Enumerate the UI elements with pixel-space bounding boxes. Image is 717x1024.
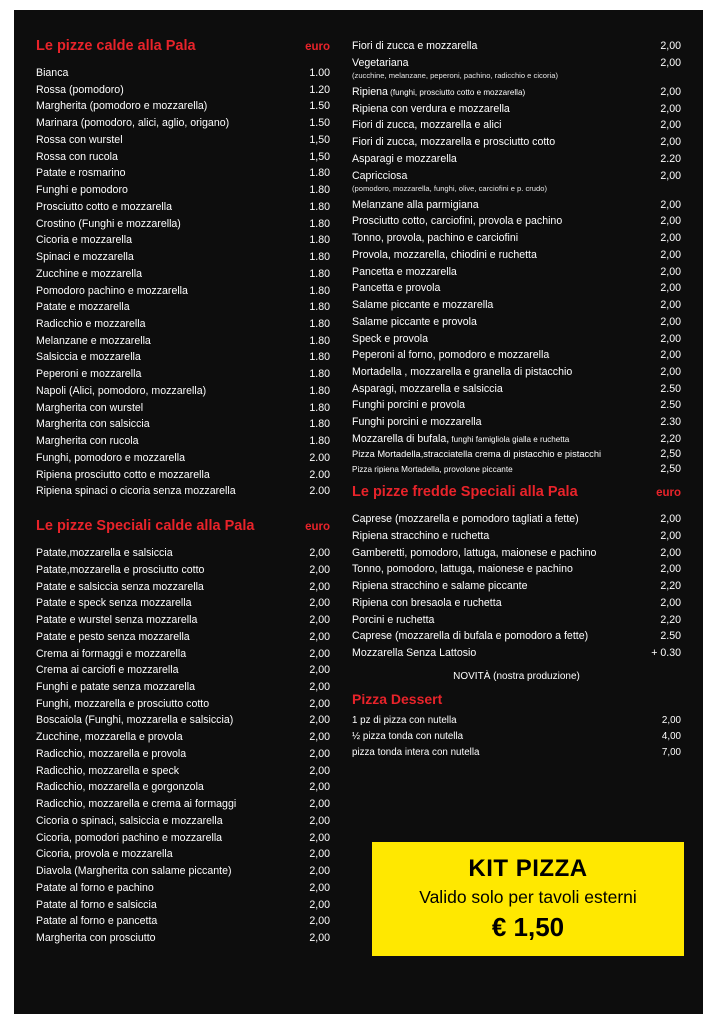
menu-item-price: 2,00 <box>309 580 330 593</box>
menu-item-row <box>352 55 681 72</box>
menu-item-name: Pizza Mortadella,stracciatella crema di pistacchio e pistacchi <box>352 448 602 459</box>
menu-item-name: Spinaci e mozzarella <box>36 251 134 264</box>
menu-item-name: Porcini e ruchetta <box>352 613 435 626</box>
menu-item-row <box>36 763 330 780</box>
menu-item-row <box>36 646 330 663</box>
section-euro-label: euro <box>305 41 330 53</box>
menu-item-row <box>36 913 330 930</box>
menu-item-price: 2,00 <box>309 563 330 576</box>
menu-item-row <box>352 264 681 281</box>
menu-item-row <box>352 578 681 595</box>
menu-item-row <box>36 149 330 166</box>
menu-item-price: 2,00 <box>309 680 330 693</box>
section-title: Le pizze fredde Speciali alla Pala <box>352 484 578 501</box>
menu-item-name: Caprese (mozzarella di bufala e pomodoro a fette) <box>352 630 589 643</box>
menu-item-name: Ripiena stracchino e ruchetta <box>352 529 490 542</box>
menu-item-price: 2,00 <box>660 546 681 559</box>
menu-item-row <box>352 713 681 729</box>
menu-item-row <box>352 347 681 364</box>
menu-item-row <box>36 115 330 132</box>
section-euro-label: euro <box>305 521 330 534</box>
menu-item-price: 2,00 <box>309 597 330 610</box>
menu-item-price: 1,50 <box>309 133 330 146</box>
menu-item-name: Funghi porcini e mozzarella <box>352 416 482 429</box>
menu-item-name: Vegetariana <box>352 56 409 69</box>
menu-item-price: 1.80 <box>309 217 330 230</box>
kit-pizza-title: KIT PIZZA <box>468 855 588 882</box>
menu-item-row <box>36 796 330 813</box>
menu-item-name: Bianca <box>36 67 69 79</box>
menu-item-name: Fiori di zucca e mozzarella <box>352 40 478 52</box>
menu-item-name: Patate e speck senza mozzarella <box>36 597 192 610</box>
menu-item-row <box>352 84 681 101</box>
menu-item-row <box>36 283 330 300</box>
menu-item-name: Zucchine, mozzarella e provola <box>36 731 183 744</box>
menu-item-row <box>36 98 330 115</box>
menu-item-price: 2,00 <box>661 714 681 726</box>
menu-item-row <box>36 729 330 746</box>
menu-item-price: 1.80 <box>309 351 330 364</box>
menu-item-row <box>36 712 330 729</box>
menu-item-name: Patate al forno e pachino <box>36 881 154 894</box>
menu-item-name: Pizza ripiena Mortadella, provolone piccante <box>352 465 513 475</box>
menu-item-row <box>36 433 330 450</box>
menu-item-price: 2,00 <box>660 315 681 328</box>
menu-item-row <box>352 331 681 348</box>
menu-item-name: Prosciutto cotto, carciofini, provola e pachino <box>352 215 563 228</box>
menu-item-name: Caprese (mozzarella e pomodoro tagliati a fette) <box>352 513 579 526</box>
menu-item-price: 2,00 <box>309 798 330 811</box>
menu-item-price: 4,00 <box>661 730 681 742</box>
menu-item-price: 2,00 <box>309 547 330 560</box>
menu-item-name: Rossa (pomodoro) <box>36 83 124 96</box>
menu-item-name: Cicoria e mozzarella <box>36 234 132 247</box>
menu-item-row <box>352 364 681 381</box>
menu-item-row <box>352 612 681 629</box>
menu-item-row <box>36 316 330 333</box>
menu-item-row <box>36 132 330 149</box>
section-header-pizze-speciali-calde <box>36 518 330 534</box>
menu-item-price: 2,20 <box>660 613 681 626</box>
menu-item-price: 2,00 <box>660 265 681 278</box>
menu-item-row <box>36 679 330 696</box>
novita-note: NOVITÀ (nostra produzione) <box>453 670 580 682</box>
menu-item-row <box>352 595 681 612</box>
menu-item-name: Radicchio e mozzarella <box>36 318 146 331</box>
menu-item-row <box>352 197 681 214</box>
menu-item-name: Melanzane alla parmigiana <box>352 198 479 211</box>
menu-item-name: Tonno, provola, pachino e carciofini <box>352 232 519 245</box>
menu-item-price: 1.20 <box>309 83 330 96</box>
menu-item-row <box>36 349 330 366</box>
menu-item-name: Rossa con rucola <box>36 150 118 163</box>
list-pizze-calde <box>36 65 330 500</box>
menu-item-price: + 0.30 <box>651 647 681 660</box>
menu-item-name: Patate e rosmarino <box>36 167 126 180</box>
menu-item-price: 2,00 <box>309 697 330 710</box>
menu-item-name: Marinara (pomodoro, alici, aglio, origano) <box>36 117 230 130</box>
menu-item-name: Pomodoro pachino e mozzarella <box>36 284 188 297</box>
menu-item-row <box>36 863 330 880</box>
section-euro-label: euro <box>656 487 681 500</box>
list-pizze-fredde <box>352 511 681 662</box>
menu-item-price: 7,00 <box>661 746 681 758</box>
menu-item-row <box>352 280 681 297</box>
menu-item-name: Ripiena con verdura e mozzarella <box>352 102 510 115</box>
menu-item-row <box>352 528 681 545</box>
section-header-pizze-calde <box>36 38 330 54</box>
menu-item-row <box>36 746 330 763</box>
menu-item-price: 2,00 <box>660 198 681 211</box>
menu-item-price: 2,00 <box>660 85 681 98</box>
menu-item-name: Ripiena spinaci o cicoria senza mozzarella <box>36 485 236 498</box>
menu-item-name: Margherita con salsiccia <box>36 418 150 431</box>
menu-item-row <box>36 579 330 596</box>
section-header-pizza-dessert: Pizza Dessert <box>352 690 443 707</box>
menu-item-price: 2.00 <box>309 468 330 481</box>
menu-item-row <box>352 461 681 478</box>
menu-item-name: Patate,mozzarella e salsiccia <box>36 547 173 560</box>
menu-item-price: 2,00 <box>309 714 330 727</box>
menu-item-price: 2,00 <box>660 332 681 345</box>
menu-item-row <box>36 467 330 484</box>
menu-item-price: 1.50 <box>309 117 330 130</box>
menu-item-row <box>36 383 330 400</box>
menu-item-price: 2,00 <box>309 614 330 627</box>
menu-item-name: ½ pizza tonda con nutella <box>352 730 464 742</box>
menu-item-row <box>352 314 681 331</box>
menu-item-row <box>352 645 681 662</box>
menu-item-price: 2,00 <box>660 136 681 149</box>
menu-item-name: Fiori di zucca, mozzarella e prosciutto cotto <box>352 136 556 149</box>
menu-item-price: 1.80 <box>309 200 330 213</box>
menu-item-price: 2,00 <box>309 931 330 944</box>
menu-item-price: 2,00 <box>660 282 681 295</box>
menu-item-row <box>36 662 330 679</box>
menu-item-price: 2,00 <box>660 596 681 609</box>
menu-item-row <box>36 450 330 467</box>
menu-item-name: Funghi, pomodoro e mozzarella <box>36 451 185 464</box>
menu-item-name: Margherita con rucola <box>36 435 139 448</box>
menu-item-price: 1.80 <box>309 435 330 448</box>
section-header-pizze-fredde <box>352 484 681 500</box>
menu-item-price: 2,00 <box>309 831 330 844</box>
menu-item-row <box>352 381 681 398</box>
menu-item-row <box>36 249 330 266</box>
menu-item-name: Funghi, mozzarella e prosciutto cotto <box>36 697 210 710</box>
menu-item-row <box>36 483 330 500</box>
menu-item-price: 2,00 <box>309 764 330 777</box>
menu-item-row <box>36 562 330 579</box>
menu-item-price: 2,00 <box>309 898 330 911</box>
menu-item-row <box>352 431 681 448</box>
menu-item-name: Cicoria, provola e mozzarella <box>36 848 173 861</box>
section-title: Le pizze Speciali calde alla Pala <box>36 518 255 535</box>
menu-item-name: Crema ai carciofi e mozzarella <box>36 664 179 677</box>
menu-item-price: 1.80 <box>309 318 330 331</box>
menu-item-ingredients: funghi famigliola gialla e ruchetta <box>449 434 570 444</box>
menu-item-row <box>36 416 330 433</box>
menu-item-price: 2.50 <box>660 630 681 643</box>
menu-item-row <box>352 213 681 230</box>
menu-item-row <box>36 216 330 233</box>
menu-item-name: Mozzarella Senza Lattosio <box>352 647 477 660</box>
menu-item-name: Tonno, pomodoro, lattuga, maionese e pachino <box>352 563 573 576</box>
menu-item-row <box>36 545 330 562</box>
menu-item-price: 2,00 <box>309 781 330 794</box>
menu-item-row <box>36 266 330 283</box>
menu-item-price: 2,00 <box>660 56 681 69</box>
menu-item-price: 2.30 <box>660 416 681 429</box>
menu-item-name: Pancetta e mozzarella <box>352 265 457 278</box>
menu-item-name: Melanzane e mozzarella <box>36 334 151 347</box>
menu-item-ingredients: (funghi, prosciutto cotto e mozzarella) <box>387 87 526 97</box>
menu-item-name: Peperoni al forno, pomodoro e mozzarella <box>352 349 550 362</box>
menu-item-name: Radicchio, mozzarella e provola <box>36 747 187 760</box>
kit-pizza-box <box>372 842 684 956</box>
menu-item-row <box>352 511 681 528</box>
menu-item-name: Capricciosa <box>352 169 408 182</box>
menu-item-row <box>36 629 330 646</box>
menu-item-price: 1.50 <box>309 100 330 113</box>
menu-item-price: 1.00 <box>309 67 330 79</box>
menu-item-row <box>36 165 330 182</box>
menu-item-price: 2,00 <box>660 366 681 378</box>
menu-item-name: Funghi porcini e provola <box>352 399 466 412</box>
menu-item-name: Crostino (Funghi e mozzarella) <box>36 217 181 230</box>
menu-item-row <box>36 299 330 316</box>
menu-item-row <box>36 930 330 947</box>
menu-item-name: Cicoria o spinaci, salsiccia e mozzarella <box>36 814 223 827</box>
menu-item-row <box>352 397 681 414</box>
menu-item-name: Radicchio, mozzarella e speck <box>36 764 180 777</box>
menu-item-price: 2.00 <box>309 451 330 464</box>
menu-item-row <box>352 745 681 761</box>
menu-item-name: Patate al forno e salsiccia <box>36 898 157 911</box>
menu-item-price: 2,00 <box>660 40 681 52</box>
menu-item-name: Boscaiola (Funghi, mozzarella e salsiccia) <box>36 714 234 727</box>
menu-item-name: Radicchio, mozzarella e gorgonzola <box>36 781 204 794</box>
menu-item-name: Ripiena con bresaola e ruchetta <box>352 596 502 609</box>
menu-item-row <box>36 82 330 99</box>
menu-item-name: Cicoria, pomodori pachino e mozzarella <box>36 831 223 844</box>
menu-item-name: Patate,mozzarella e prosciutto cotto <box>36 563 205 576</box>
menu-item-price: 2,00 <box>309 881 330 894</box>
menu-item-price: 1.80 <box>309 384 330 397</box>
menu-item-price: 2,00 <box>309 647 330 660</box>
menu-item-price: 2.50 <box>660 399 681 412</box>
menu-item-price: 2,00 <box>660 349 681 362</box>
menu-item-price: 2.00 <box>309 485 330 498</box>
menu-item-name: Salame piccante e provola <box>352 315 477 328</box>
menu-item-price: 2,00 <box>660 169 681 182</box>
menu-item-price: 2,00 <box>660 248 681 261</box>
menu-item-row <box>36 779 330 796</box>
menu-item-name: Salsiccia e mozzarella <box>36 351 141 364</box>
menu-item-row <box>352 230 681 247</box>
menu-item-name: Crema ai formaggi e mozzarella <box>36 647 187 660</box>
menu-item-price: 2,00 <box>660 529 681 542</box>
menu-item-price: 2,00 <box>660 513 681 526</box>
menu-item-price: 2,00 <box>309 848 330 861</box>
menu-item-name: Asparagi e mozzarella <box>352 152 457 165</box>
menu-item-name: Mozzarella di bufala, funghi famigliola gialla e ruchetta <box>352 432 570 445</box>
menu-item-row <box>36 696 330 713</box>
menu-item-price: 2,00 <box>309 747 330 760</box>
menu-item-ingredients: (pomodoro, mozzarella, funghi, olive, carciofini e p. crudo) <box>352 184 547 194</box>
menu-board <box>14 10 703 1014</box>
menu-item-price: 1.80 <box>309 251 330 264</box>
menu-item-row <box>352 168 681 185</box>
menu-item-row <box>36 846 330 863</box>
menu-item-price: 1,50 <box>309 150 330 163</box>
menu-item-price: 1.80 <box>309 301 330 314</box>
menu-item-row <box>352 729 681 745</box>
menu-item-price: 1.80 <box>309 334 330 347</box>
list-pizze-calde-continued <box>352 38 681 478</box>
menu-item-name: Salame piccante e mozzarella <box>352 299 494 312</box>
menu-item-price: 2,00 <box>660 102 681 115</box>
menu-item-row <box>36 232 330 249</box>
menu-item-row <box>352 101 681 118</box>
menu-item-price: 2.50 <box>660 382 681 395</box>
menu-item-price: 2,50 <box>660 447 681 460</box>
menu-item-price: 2,00 <box>660 299 681 312</box>
menu-item-price: 2,00 <box>309 731 330 744</box>
menu-item-name: Patate e salsiccia senza mozzarella <box>36 580 204 593</box>
menu-item-name: pizza tonda intera con nutella <box>352 746 480 758</box>
menu-item-row <box>36 182 330 199</box>
menu-item-ingredients: (zucchine, melanzane, peperoni, pachino, radicchio e cicoria) <box>352 71 558 81</box>
menu-item-row <box>36 595 330 612</box>
menu-item-row <box>36 880 330 897</box>
menu-item-row <box>352 545 681 562</box>
menu-column-left <box>36 38 338 1004</box>
menu-item-price: 1.80 <box>309 267 330 280</box>
menu-item-name: Margherita con prosciutto <box>36 931 156 944</box>
menu-item-name: Diavola (Margherita con salame piccante) <box>36 865 232 878</box>
menu-item-name: Margherita con wurstel <box>36 401 144 414</box>
menu-item-row <box>36 65 330 82</box>
kit-pizza-price: € 1,50 <box>491 912 565 942</box>
menu-item-price: 2,00 <box>309 664 330 677</box>
spacer <box>36 500 330 518</box>
menu-item-row <box>36 366 330 383</box>
menu-item-price: 2,20 <box>660 432 681 445</box>
menu-item-row <box>352 134 681 151</box>
menu-item-row <box>352 414 681 431</box>
menu-item-row <box>36 199 330 216</box>
menu-item-price: 1.80 <box>309 184 330 197</box>
menu-item-row <box>352 297 681 314</box>
section-title: Le pizze calde alla Pala <box>36 38 196 54</box>
menu-item-price: 2,00 <box>309 630 330 643</box>
menu-item-price: 2,00 <box>660 232 681 245</box>
menu-item-row <box>36 897 330 914</box>
menu-item-row <box>36 813 330 830</box>
menu-item-price: 2,20 <box>660 580 681 593</box>
menu-item-row <box>352 561 681 578</box>
menu-item-name: Ripiena prosciutto cotto e mozzarella <box>36 468 210 481</box>
menu-item-price: 2,00 <box>660 563 681 576</box>
menu-item-price: 2,00 <box>309 865 330 878</box>
menu-item-price: 2,00 <box>309 814 330 827</box>
menu-item-price: 1.80 <box>309 368 330 381</box>
menu-item-name: Patate e pesto senza mozzarella <box>36 630 190 643</box>
menu-item-price: 1.80 <box>309 418 330 431</box>
menu-item-name: 1 pz di pizza con nutella <box>352 714 457 726</box>
menu-item-row <box>352 628 681 645</box>
menu-item-name: Funghi e patate senza mozzarella <box>36 680 195 693</box>
menu-item-name: Napoli (Alici, pomodoro, mozzarella) <box>36 384 207 397</box>
menu-item-row <box>352 38 681 55</box>
menu-item-price: 1.80 <box>309 401 330 414</box>
menu-item-name: Gamberetti, pomodoro, lattuga, maionese e pachino <box>352 546 597 559</box>
menu-item-price: 1.80 <box>309 284 330 297</box>
menu-item-price: 1.80 <box>309 167 330 180</box>
menu-item-price: 2,00 <box>660 119 681 132</box>
menu-item-name: Asparagi, mozzarella e salsiccia <box>352 382 503 395</box>
menu-item-name: Rossa con wurstel <box>36 133 123 146</box>
kit-pizza-subtitle: Valido solo per tavoli esterni <box>419 887 637 907</box>
menu-item-name: Zucchine e mozzarella <box>36 267 142 280</box>
menu-item-price: 2,50 <box>660 463 681 476</box>
menu-item-name: Funghi e pomodoro <box>36 184 128 197</box>
menu-item-price: 2,00 <box>660 215 681 228</box>
menu-item-name: Prosciutto cotto e mozzarella <box>36 200 173 213</box>
menu-item-name: Ripiena stracchino e salame piccante <box>352 580 528 593</box>
menu-item-name: Fiori di zucca, mozzarella e alici <box>352 119 502 132</box>
menu-item-name: Mortadella , mozzarella e granella di pistacchio <box>352 366 573 378</box>
menu-item-name: Radicchio, mozzarella e crema ai formaggi <box>36 798 237 811</box>
menu-item-name: Peperoni e mozzarella <box>36 368 142 381</box>
menu-item-row <box>352 247 681 264</box>
menu-item-row <box>36 333 330 350</box>
menu-item-row <box>36 400 330 417</box>
menu-item-name: Patate e mozzarella <box>36 301 130 314</box>
menu-item-price: 1.80 <box>309 234 330 247</box>
menu-item-name: Patate e wurstel senza mozzarella <box>36 614 198 627</box>
menu-item-name: Provola, mozzarella, chiodini e ruchetta <box>352 248 537 261</box>
menu-item-row <box>352 448 681 462</box>
menu-item-row <box>352 151 681 168</box>
menu-item-name: Ripiena (funghi, prosciutto cotto e mozzarella) <box>352 85 526 98</box>
menu-item-price: 2.20 <box>660 152 681 165</box>
menu-item-row <box>36 830 330 847</box>
menu-item-row <box>36 612 330 629</box>
menu-item-name: Patate al forno e pancetta <box>36 915 158 928</box>
menu-item-name: Speck e provola <box>352 332 428 345</box>
menu-item-name: Pancetta e provola <box>352 282 441 295</box>
menu-item-name: Margherita (pomodoro e mozzarella) <box>36 100 208 113</box>
menu-item-row <box>352 117 681 134</box>
list-pizza-dessert <box>352 713 681 761</box>
menu-item-price: 2,00 <box>309 915 330 928</box>
list-pizze-speciali-calde <box>36 545 330 947</box>
